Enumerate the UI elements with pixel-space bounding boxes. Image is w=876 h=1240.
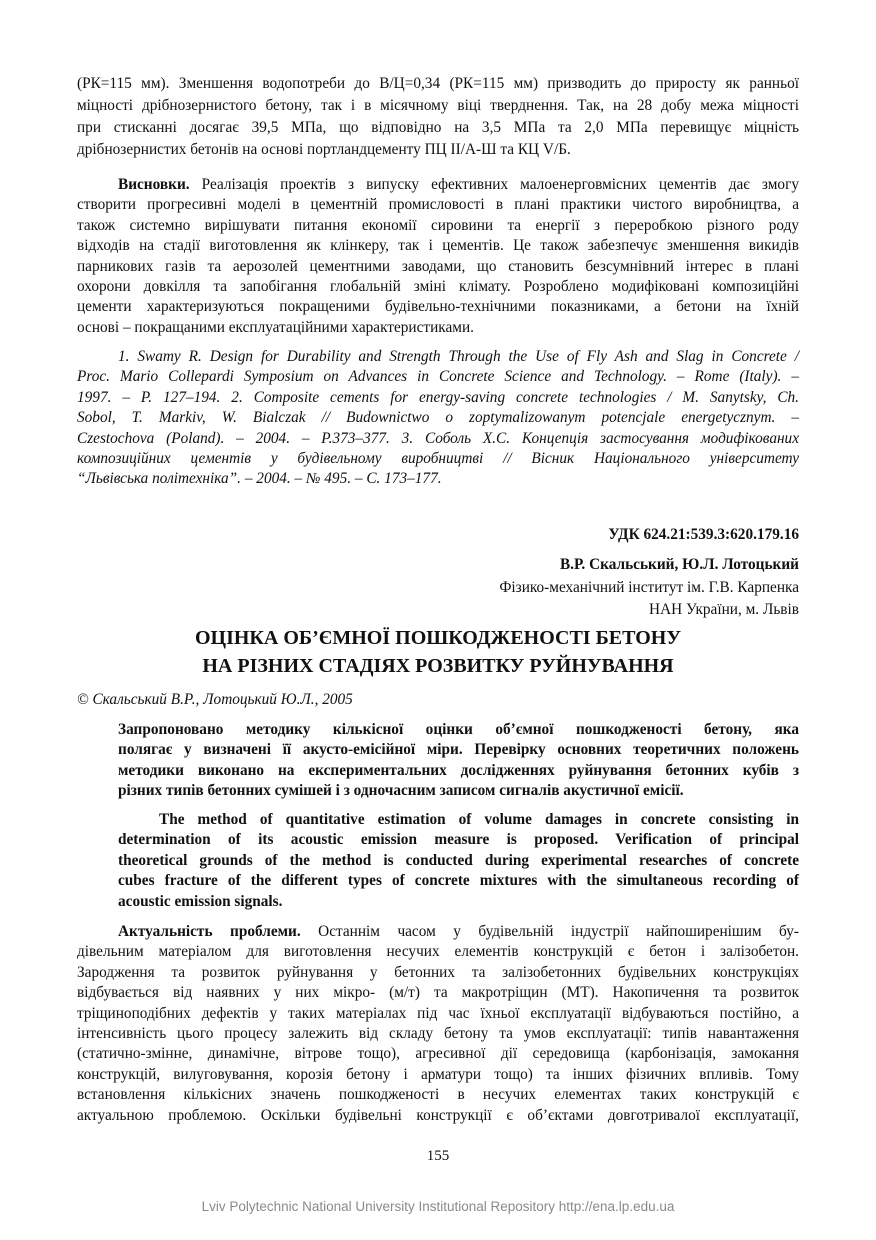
reference-line: 1. Swamy R. Design for Durability and Strength Through the Use of Fly Ash and Slag in Concrete / [118, 348, 799, 365]
affiliation-line: Фізико-механічний інститут ім. Г.В. Карпенка [499, 579, 799, 596]
text-line: також системно вирішувати питання економії сировини та енергії з переробкою різного роду [77, 216, 799, 234]
text-line: полягає у визначені її акусто-емісійної міри. Перевірку основних теоретичних положень [118, 741, 799, 759]
text-line: дівельним матеріалом для виготовлення несучих елементів конструкцій є бетон і залізобетон. [77, 943, 799, 961]
abstract-ukrainian [77, 720, 799, 802]
text-line: відбувається від наявних у них мікро- (м/т) та макротріщин (МТ). Накопичення та розвиток [77, 984, 799, 1002]
text-line: інтенсивність цього процесу залежить від складу бетону та умов експлуатації: типів навантаження [77, 1024, 799, 1042]
text-line: методики виконано на експериментальних дослідженнях руйнування бетонних кубів з [118, 761, 799, 779]
reference-line: композиційних цементів у будівельному виробництві // Вісник Національного університету [77, 449, 799, 467]
text-line: актуальною проблемою. Оскільки будівельні конструкції є об’єктами довготривалої експлуатації, [77, 1106, 799, 1124]
text-line: конструкцій, вилуговування, корозія бетону і арматури тощо) та інших фізичних впливів. Тому [77, 1065, 799, 1083]
copyright: © Скальський В.Р., Лотоцький Ю.Л., 2005 [77, 691, 353, 708]
text-line: створити прогресивні моделі в цементній промисловості в плані практики чистого виробництва, а [77, 196, 799, 214]
article-title: ОЦІНКА ОБ’ЄМНОЇ ПОШКОДЖЕНОСТІ БЕТОНУ [194, 627, 682, 649]
reference-line: 1997. – P. 127–194. 2. Composite cements for energy-saving concrete technologies / M. Sanytsky, Ch. [77, 388, 799, 406]
text-line: (РК=115 мм). Зменшення водопотреби до В/Ц=0,34 (РК=115 мм) призводить до приросту як ранньої [77, 75, 799, 92]
paragraph-results [77, 73, 799, 161]
reference-line: Proc. Mario Collepardi Symposium on Advances in Concrete Science and Technology. – Rome (Italy). – [77, 368, 799, 386]
text-line: встановлення кількісних значень пошкодженості в несучих елементах таких конструкцій є [77, 1086, 799, 1104]
text-line: (статично-змінне, динамічне, вітрове тощо), агресивної дії середовища (карбонізація, замокання [77, 1045, 799, 1063]
paragraph-relevance [77, 922, 799, 1126]
text-span: Останнім часом у будівельній індустрії найпоширенішим бу- [300, 923, 799, 940]
repository-footer: Lviv Polytechnic National University Institutional Repository http://ena.lp.edu.ua [201, 1199, 675, 1214]
text-line: Зародження та розвиток руйнування у бетонних та залізобетонних будівельних конструкціях [77, 963, 799, 981]
paragraph-conclusions [77, 175, 799, 338]
text-line: The method of quantitative estimation of volume damages in concrete consisting in [159, 811, 799, 828]
article-title: НА РІЗНИХ СТАДІЯХ РОЗВИТКУ РУЙНУВАННЯ [202, 655, 674, 677]
text-line: acoustic emission signals. [118, 892, 283, 910]
text-span: Реалізація проектів з випуску ефективних малоенерговмісних цементів дає змогу [189, 176, 799, 193]
text-line: cubes fracture of the different types of concrete mixtures with the simultaneous recording of [118, 872, 799, 890]
relevance-heading: Актуальність проблеми. [118, 923, 301, 940]
page-number: 155 [426, 1148, 450, 1164]
text-line: theoretical grounds of the method is conducted during experimental researches of concrete [118, 851, 799, 869]
text-line: парникових газів та аерозолей цементними заводами, що становить безсумнівний інтерес в плані [77, 257, 799, 275]
text-line: різних типів бетонних сумішей і з одночасним записом сигналів акустичної емісії. [118, 782, 684, 800]
conclusions-heading: Висновки. [118, 176, 190, 193]
text-line: відходів на стадії виготовлення як клінкеру, так і цементів. Це також забезпечує зменшення викидів [77, 237, 799, 255]
authors: В.Р. Скальський, Ю.Л. Лотоцький [559, 556, 799, 573]
text-line: дрібнозернистих бетонів на основі портландцементу ПЦ ІІ/А-Ш та КЦ V/Б. [77, 141, 571, 158]
text-line: при стисканні досягає 39,5 МПа, що відповідно на 3,5 МПа та 2,0 МПа перевищує міцність [77, 119, 799, 136]
text-line: основі – покращаними експлуатаційними характеристиками. [77, 318, 474, 336]
affiliation-line: НАН України, м. Львів [649, 601, 799, 618]
text-line: determination of its acoustic emission measure is proposed. Verification of principal [118, 831, 799, 849]
reference-line: Sobol, T. Markiv, W. Bialczak // Budownictwo o zoptymalizowanym potencjale energetycznym. – [77, 409, 799, 427]
text-line: охорони довкілля та запобігання глобальній зміні клімату. Розроблено модифіковані композиційні [77, 277, 799, 295]
text-line: цементи характеризуються покращеними будівельно-технічними показниками, а бетони на їхній [77, 298, 799, 316]
text-line: Запропоновано методику кількісної оцінки об’ємної пошкодженості бетону, яка [118, 721, 799, 738]
reference-line: Czestochova (Poland). – 2004. – P.373–377. 3. Соболь Х.С. Концепція застосування модифікованих [77, 429, 799, 447]
references [77, 347, 799, 490]
text-line [77, 922, 799, 942]
text-line: міцності дрібнозернистого бетону, так і в місячному віці тверднення. Так, на 28 добу межа міцності [77, 97, 799, 114]
text-line: тріщиноподібних дефектів у таких матеріалах під час їхньої експлуатації відбуваються постійно, а [77, 1004, 799, 1022]
reference-line: “Львівська політехніка”. – 2004. – № 495. – С. 173–177. [77, 470, 442, 488]
abstract-english [77, 810, 799, 912]
udk-code: УДК 624.21:539.3:620.179.16 [608, 526, 799, 543]
text-line [77, 175, 799, 195]
